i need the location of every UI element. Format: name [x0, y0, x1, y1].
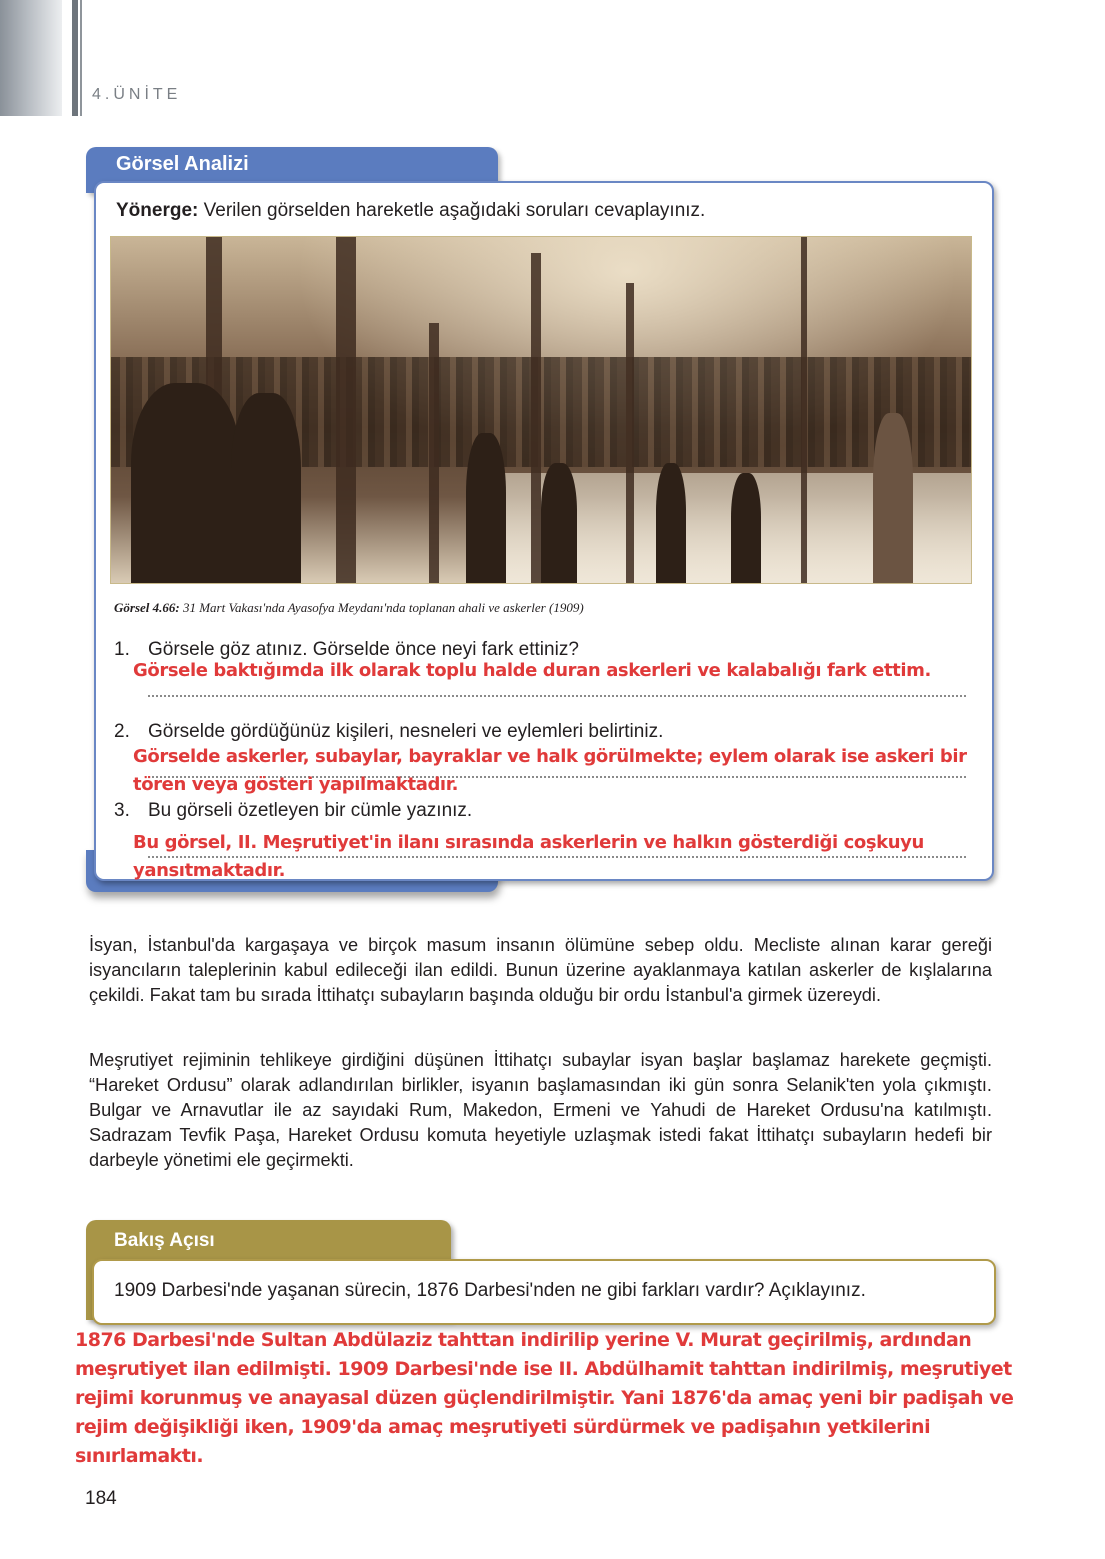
- question-text: Bu görseli özetleyen bir cümle yazınız.: [148, 800, 473, 821]
- answer-line: sınırlamaktı.: [75, 1445, 204, 1467]
- caption-label: Görsel 4.66:: [114, 600, 180, 615]
- instruction: [116, 200, 705, 222]
- photo-figure: [731, 473, 761, 583]
- question-1: [114, 639, 579, 661]
- page-number: 184: [85, 1488, 117, 1509]
- photo-caption: [114, 600, 584, 616]
- header-vertical-bar: [72, 0, 78, 116]
- answer-2-line-1: Görselde askerler, subaylar, bayraklar ve halk görülmekte; eylem olarak ise askeri bir: [133, 746, 967, 767]
- photo-tree: [531, 253, 541, 583]
- photo-figure: [656, 463, 686, 583]
- bakis-acisi-question: 1909 Darbesi'nde yaşanan sürecin, 1876 Darbesi'nden ne gibi farkları vardır? Açıklayınız.: [114, 1280, 866, 1301]
- answer-2-line-2: tören veya gösteri yapılmaktadır.: [133, 774, 459, 795]
- historical-photo: [110, 236, 972, 584]
- instruction-label: Yönerge:: [116, 200, 199, 221]
- question-number: 2.: [114, 721, 130, 742]
- answer-3-line-1: Bu görsel, II. Meşrutiyet'in ilanı sırasında askerlerin ve halkın gösterdiği coşkuyu: [133, 832, 924, 853]
- photo-figure: [131, 383, 241, 583]
- question-number: 1.: [114, 639, 130, 660]
- photo-tree: [429, 323, 439, 583]
- question-3: [114, 800, 472, 822]
- body-paragraph-2: Meşrutiyet rejiminin tehlikeye girdiğini düşünen İttihatçı subaylar isyan başlar başlamaz harekete geçmişti. “Hareket Ordusu” olarak adlandırılan birlikler, isyanın başlamasından iki gün sonra Selanik'ten yola çıkmıştı. Bulgar ve Arnavutlar ile az sayıdaki Rum, Makedon, Ermeni ve Yahudi de Hareket Ordusu'na katılmıştı. Sadrazam Tevfik Paşa, Hareket Ordusu komuta heyetiyle uzlaşmak istedi fakat İttihatçı subayların hedefi bir darbeyle yönetimi ele geçirmekti.: [89, 1050, 992, 1170]
- answer-line: 1876 Darbesi'nde Sultan Abdülaziz tahttan indirilip yerine V. Murat geçirilmiş, ardından: [75, 1329, 972, 1351]
- photo-tree: [336, 237, 356, 583]
- caption-text: 31 Mart Vakası'nda Ayasofya Meydanı'nda toplanan ahali ve askerler (1909): [179, 600, 584, 615]
- answer-line-dotted: [148, 856, 966, 858]
- photo-tree: [801, 237, 807, 583]
- answer-line: rejimi korunmuş ve anayasal düzen güçlendirilmiştir. Yani 1876'da amaç yeni bir padişah ve: [75, 1387, 1014, 1409]
- question-2: [114, 721, 663, 743]
- question-number: 3.: [114, 800, 130, 821]
- bakis-acisi-answer: [75, 1326, 1075, 1471]
- unit-label: 4.ÜNİTE: [92, 86, 182, 103]
- answer-1-line-1: Görsele baktığımda ilk olarak toplu halde duran askerleri ve kalabalığı fark ettim.: [133, 660, 931, 681]
- answer-line-dotted: [148, 695, 966, 697]
- photo-figure: [541, 463, 577, 583]
- photo-figure: [873, 413, 913, 583]
- question-text: Görsele göz atınız. Görselde önce neyi fark ettiniz?: [148, 639, 579, 660]
- bakis-acisi-title: Bakış Açısı: [114, 1230, 215, 1251]
- photo-tree: [626, 283, 634, 583]
- answer-line: meşrutiyet ilan edilmişti. 1909 Darbesi'nde ise II. Abdülhamit tahttan indirilmiş, meşrutiyet: [75, 1358, 1012, 1380]
- body-paragraph-1: İsyan, İstanbul'da kargaşaya ve birçok masum insanın ölümüne sebep oldu. Mecliste alınan karar gereği isyancıların taleplerinin kabul edileceği ilan edildi. Bunun üzerine ayaklanmaya katılan askerler de kışlalarına çekildi. Fakat tam bu sırada İttihatçı subayların başında olduğu bir ordu İstanbul'a girmek üzereydi.: [89, 935, 992, 1005]
- photo-figure: [231, 393, 301, 583]
- answer-line: rejim değişikliği iken, 1909'da amaç meşrutiyeti sürdürmek ve padişahın yetkilerini: [75, 1416, 931, 1438]
- header-vertical-line: [80, 0, 82, 116]
- instruction-text: Verilen görselden hareketle aşağıdaki soruları cevaplayınız.: [198, 200, 706, 221]
- answer-3-line-2: yansıtmaktadır.: [133, 860, 286, 881]
- photo-figure: [466, 433, 506, 583]
- header-gradient-block: [0, 0, 62, 116]
- question-text: Görselde gördüğünüz kişileri, nesneleri ve eylemleri belirtiniz.: [148, 721, 664, 742]
- gorsel-analizi-title: Görsel Analizi: [116, 153, 249, 175]
